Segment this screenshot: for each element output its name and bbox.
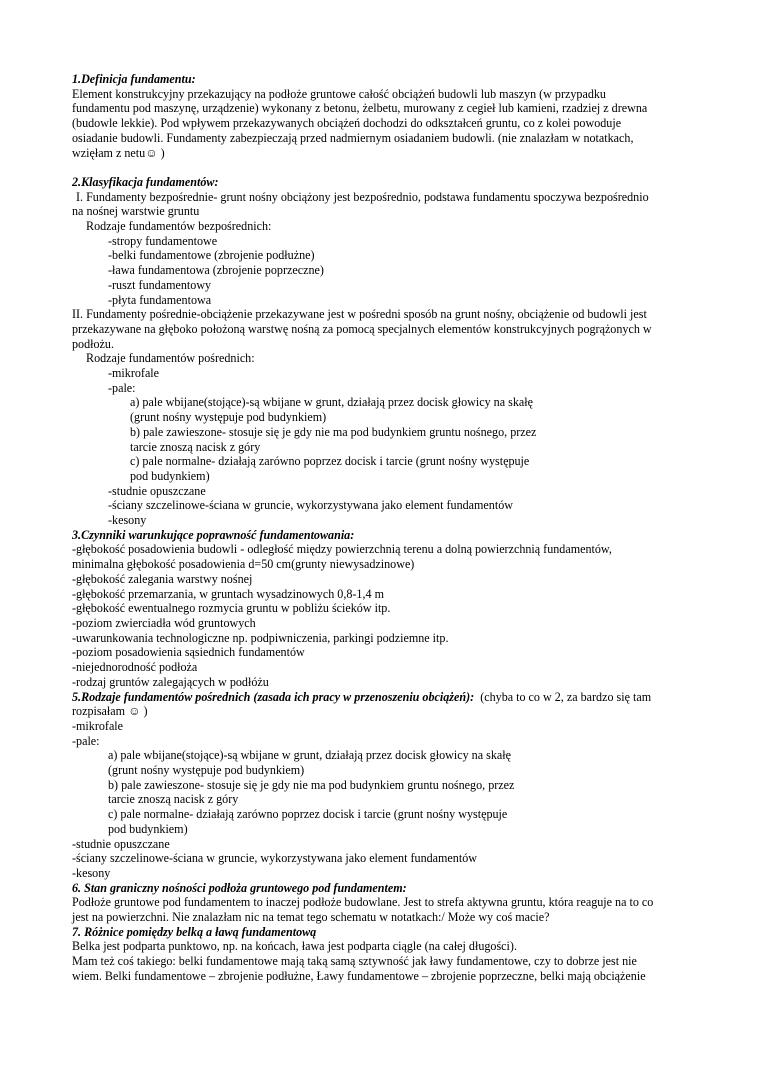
sub-list-item: a) pale wbijane(stojące)-są wbijane w grunt, działają przez docisk głowicy na skałę xyxy=(108,748,511,763)
list-item: -stropy fundamentowe xyxy=(108,233,218,248)
paragraph-line: -rodzaj gruntów zalegających w podłóżu xyxy=(72,674,269,689)
paragraph-line: jest na powierzchni. Nie znalazłam nic na temat tego schematu w notatkach:/ Może wy coś macie? xyxy=(72,910,550,925)
sub-list-item: c) pale normalne- działają zarówno poprzez docisk i tarcie (grunt nośny występuje xyxy=(108,807,508,822)
paragraph-line: wiem. Belki fundamentowe – zbrojenie podłużne, Ławy fundamentowe – zbrojenie poprzeczne, belki mają obciążenie xyxy=(72,968,646,983)
paragraph-line: -głębokość ewentualnego rozmycia gruntu w pobliżu ścieków itp. xyxy=(72,601,391,616)
list-item: -mikrofale xyxy=(72,718,124,733)
sub-list-item: tarcie znoszą nacisk z góry xyxy=(130,439,261,454)
sub-list-item: c) pale normalne- działają zarówno poprzez docisk i tarcie (grunt nośny występuje xyxy=(130,454,530,469)
sub-list-item: tarcie znoszą nacisk z góry xyxy=(108,792,239,807)
list-label: Rodzaje fundamentów pośrednich: xyxy=(86,351,255,366)
list-item: -ława fundamentowa (zbrojenie poprzeczne) xyxy=(108,263,324,278)
sub-list-item: (grunt nośny występuje pod budynkiem) xyxy=(108,763,305,778)
list-item: -pale: xyxy=(72,733,100,748)
list-item: -belki fundamentowe (zbrojenie podłużne) xyxy=(108,248,315,263)
list-item: -płyta fundamentowa xyxy=(108,292,212,307)
sub-list-item: pod budynkiem) xyxy=(130,468,210,483)
paragraph-line: Mam też coś takiego: belki fundamentowe mają taką samą sztywność jak ławy fundamentowe, czy to dobrze jest nie xyxy=(72,954,637,969)
section-5-heading: 5.Rodzaje fundamentów pośrednich (zasada ich pracy w przenoszeniu obciążeń): xyxy=(72,689,475,704)
list-item: -ściany szczelinowe-ściana w gruncie, wykorzystywana jako element fundamentów xyxy=(108,498,513,513)
list-item: -mikrofale xyxy=(108,366,160,381)
section-3-heading: 3.Czynniki warunkujące poprawność fundamentowania: xyxy=(72,527,355,542)
sub-list-item: b) pale zawieszone- stosuje się je gdy nie ma pod budynkiem gruntu nośnego, przez xyxy=(108,777,515,792)
list-label: Rodzaje fundamentów bezpośrednich: xyxy=(86,219,272,234)
section-7-heading: 7. Różnice pomiędzy belką a ławą fundamentową xyxy=(72,924,317,939)
paragraph-line: osiadanie budowli. Fundamenty zabezpieczają przed nadmiernym osiadaniem budowli. (nie znalazłam w notatkach, xyxy=(72,130,634,145)
paragraph-line: -poziom zwierciadła wód gruntowych xyxy=(72,616,256,630)
sub-list-item: a) pale wbijane(stojące)-są wbijane w grunt, działają przez docisk głowicy na skałę xyxy=(130,395,533,410)
paragraph-line: I. Fundamenty bezpośrednie- grunt nośny obciążony jest bezpośrednio, podstawa fundamentu spoczywa bezpośrednio xyxy=(76,189,649,204)
paragraph-line: minimalna głębokość posadowienia d=50 cm(grunty niewysadzinowe) xyxy=(72,557,415,572)
paragraph-line: (budowle lekkie). Pod wpływem przekazywanych obciążeń dochodzi do odkształceń gruntu, co z kolei powoduje xyxy=(72,116,622,131)
paragraph-line: wzięłam z netu☺ ) xyxy=(72,145,165,160)
paragraph-line: podłożu. xyxy=(72,336,114,351)
paragraph-line: -głębokość zalegania warstwy nośnej xyxy=(72,571,253,586)
section-5-heading-line xyxy=(72,690,692,705)
paragraph-line: rozpisałam ☺ ) xyxy=(72,704,148,719)
list-item: -kesony xyxy=(72,865,111,880)
sub-list-item: b) pale zawieszone- stosuje się je gdy nie ma pod budynkiem gruntu nośnego, przez xyxy=(130,424,537,439)
paragraph-line: II. Fundamenty pośrednie-obciążenie przekazywane jest w pośredni sposób na grunt nośny, obciążenie od budowli jest xyxy=(72,307,647,322)
paragraph-line: -poziom posadowienia sąsiednich fundamentów xyxy=(72,645,305,660)
paragraph-line: przekazywane na głęboko położoną warstwę nośną za pomocą specjalnych elementów konstrukcyjnych pogrążonych w xyxy=(72,321,652,336)
list-item: -pale: xyxy=(108,380,136,395)
list-item: -ruszt fundamentowy xyxy=(108,277,212,292)
section-6-heading: 6. Stan graniczny nośności podłoża gruntowego pod fundamentem: xyxy=(72,880,407,895)
sub-list-item: pod budynkiem) xyxy=(108,821,188,836)
list-item: -studnie opuszczane xyxy=(108,483,206,498)
paragraph-line: -głębokość przemarzania, w gruntach wysadzinowych 0,8-1,4 m xyxy=(72,586,384,601)
list-item: -kesony xyxy=(108,513,147,528)
sub-list-item: (grunt nośny występuje pod budynkiem) xyxy=(130,410,327,425)
paragraph-line: Element konstrukcyjny przekazujący na podłoże gruntowe całość obciążeń budowli lub maszyn (w przypadku xyxy=(72,86,606,101)
list-item: -studnie opuszczane xyxy=(72,836,170,851)
spacer xyxy=(72,160,692,175)
section-5-note: (chyba to co w 2, za bardzo się tam xyxy=(474,689,652,704)
paragraph-line: Belka jest podparta punktowo, np. na końcach, ława jest podparta ciągle (na całej długości). xyxy=(72,939,517,954)
paragraph-line: -uwarunkowania technologiczne np. podpiwniczenia, parkingi podziemne itp. xyxy=(72,630,449,645)
section-2-heading: 2.Klasyfikacja fundamentów: xyxy=(72,174,219,189)
paragraph-line: fundamentu pod maszynę, urządzenie) wykonany z betonu, żelbetu, murowany z cegieł lub kamieni, rzadziej z drewna xyxy=(72,101,648,116)
list-item: -ściany szczelinowe-ściana w gruncie, wykorzystywana jako element fundamentów xyxy=(72,851,477,866)
paragraph-line: -niejednorodność podłoża xyxy=(72,660,198,675)
paragraph-line: na nośnej warstwie gruntu xyxy=(72,204,200,219)
document-page xyxy=(72,72,692,984)
paragraph-line: -głębokość posadowienia budowli - odległość między powierzchnią terenu a dolną powierzchnią fundamentów, xyxy=(72,542,612,557)
paragraph-line: Podłoże gruntowe pod fundamentem to inaczej podłoże budowlane. Jest to strefa aktywna gruntu, która reaguje na to co xyxy=(72,895,654,910)
section-1-heading: 1.Definicja fundamentu: xyxy=(72,72,196,86)
